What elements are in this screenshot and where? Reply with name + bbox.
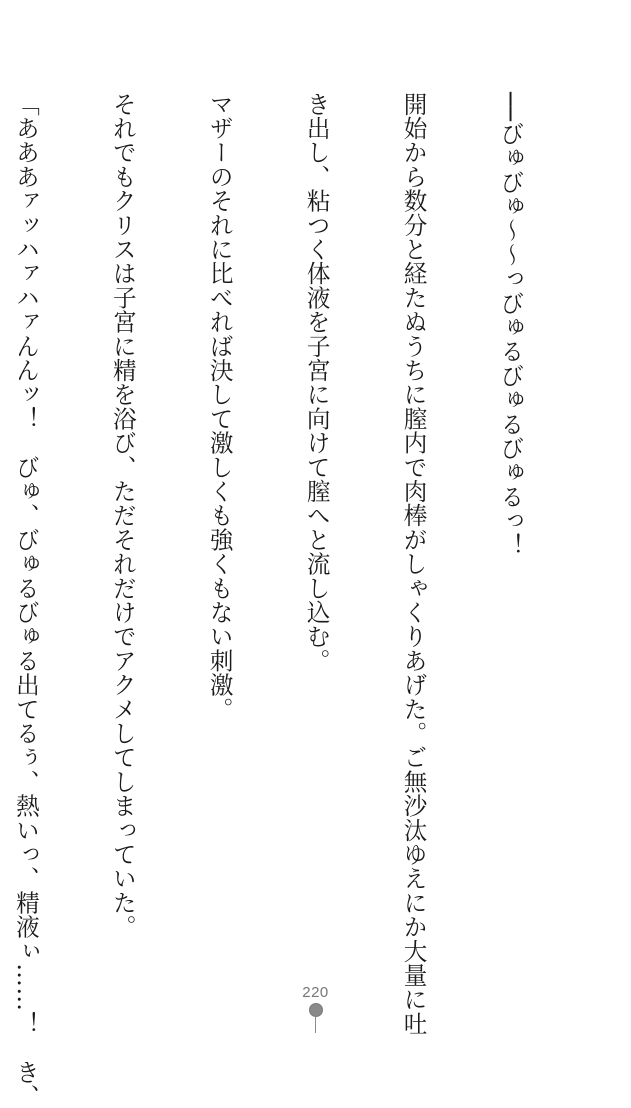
text-line: マザーのそれに比べれば決して激しくも強くもない刺激。: [205, 92, 234, 722]
page-marker-icon: [309, 1003, 323, 1033]
page-number: 220: [302, 984, 329, 1001]
text-line: 開始から数分と経たぬうちに膣内で肉棒がしゃくりあげた。ご無沙汰ゆえにか大量に吐: [399, 92, 428, 1036]
marker-stem: [315, 1015, 316, 1033]
text-line: き出し、粘つく体液を子宮に向けて膣へと流し込む。: [302, 92, 331, 673]
marker-dot: [309, 1003, 323, 1017]
text-line: 「あああァッハァハァんんッ！ びゅ、びゅるびゅる出てるぅ、熱いっ、精液ぃ……！ き、: [11, 92, 40, 1108]
text-line: ──びゅびゅ～～っびゅるびゅるびゅるっ！: [496, 92, 525, 558]
text-line: それでもクリスは子宮に精を浴び、ただそれだけでアクメしてしまっていた。: [108, 92, 137, 939]
